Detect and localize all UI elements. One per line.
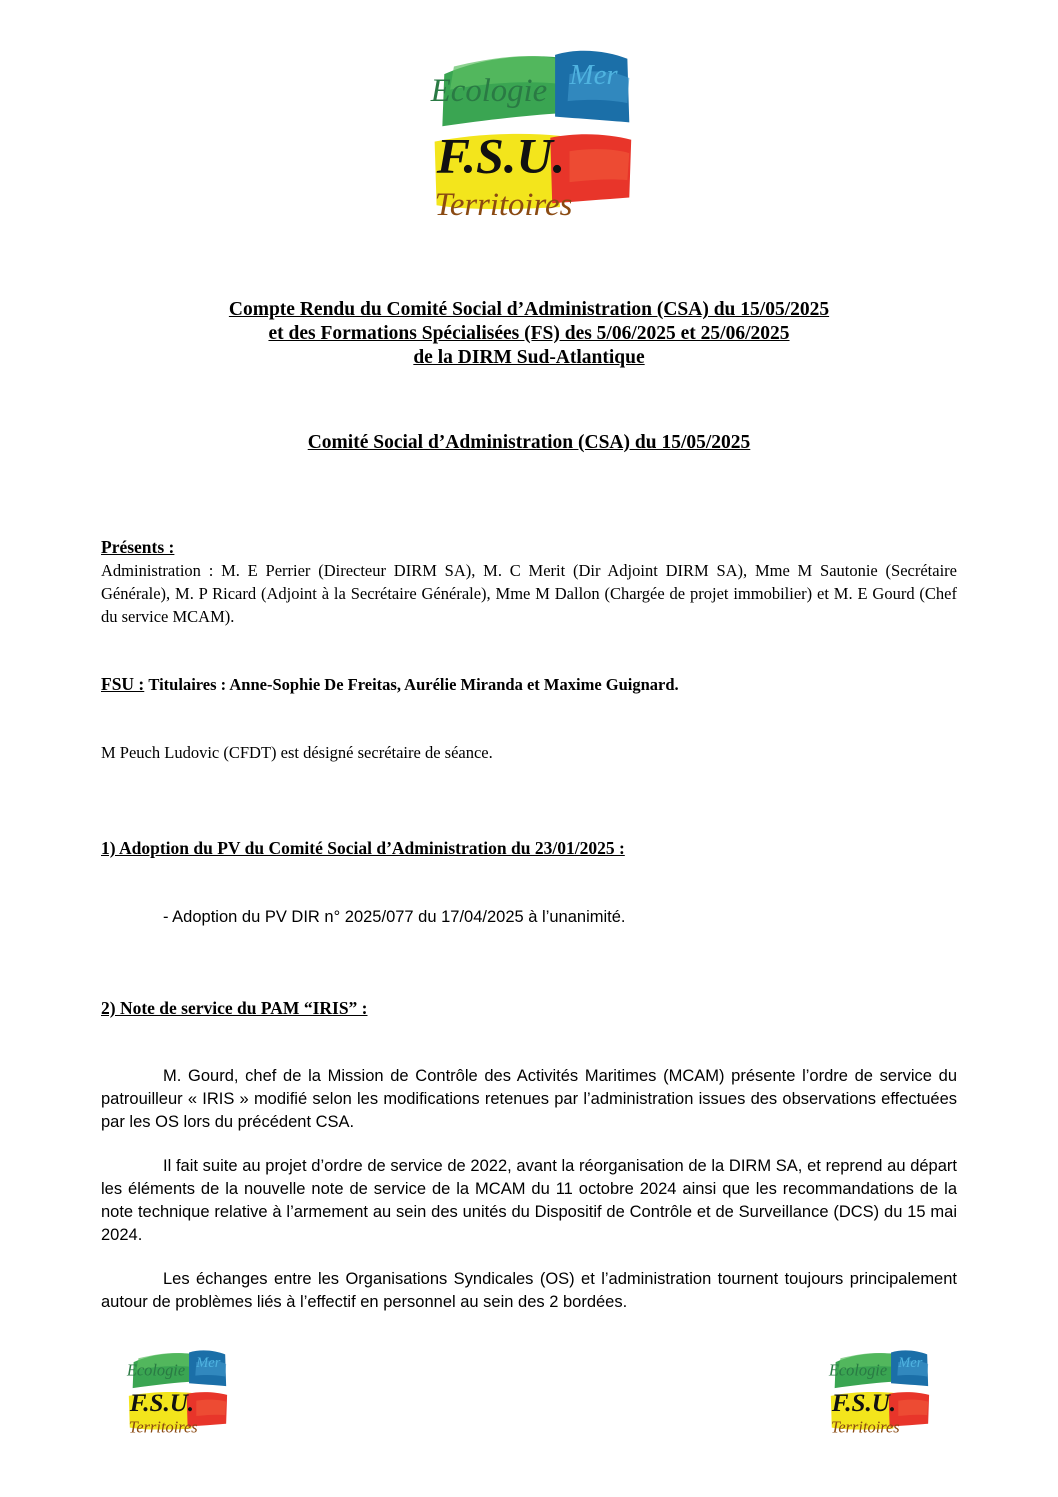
fsu-logo-footer-right bbox=[826, 1346, 932, 1436]
presents-block bbox=[101, 536, 957, 628]
section-2-paragraph: Les échanges entre les Organisations Syndicales (OS) et l’administration tournent toujours principalement autour de problèmes liés à l’effectif en personnel au sein des 2 bordées. bbox=[101, 1270, 957, 1311]
section-1-heading: 1) Adoption du PV du Comité Social d’Administration du 23/01/2025 : bbox=[101, 838, 625, 858]
section-1-item: - Adoption du PV DIR n° 2025/077 du 17/04/2025 à l’unanimité. bbox=[163, 908, 626, 926]
logo-text-fsu: F.S.U. bbox=[831, 1390, 897, 1418]
fsu-logo-footer-right-graphic bbox=[826, 1346, 932, 1436]
logo-text-ecologie: Ecologie bbox=[126, 1360, 186, 1380]
title-line-2: et des Formations Spécialisées (FS) des 5/06/2025 et 25/06/2025 bbox=[268, 323, 790, 344]
presents-label: Présents : bbox=[101, 537, 175, 557]
logo-text-ecologie: Ecologie bbox=[430, 73, 548, 110]
title-line-1: Compte Rendu du Comité Social d’Administration (CSA) du 15/05/2025 bbox=[228, 299, 830, 320]
fsu-block bbox=[101, 673, 957, 696]
section-2-paragraph: M. Gourd, chef de la Mission de Contrôle des Activités Maritimes (MCAM) présente l’ordre de service du patrouilleur « IRIS » modifié selon les modifications retenues par l’administration issues des observations effectuées par les OS lors du précédent CSA. bbox=[101, 1067, 957, 1131]
fsu-logo-footer-left bbox=[124, 1346, 230, 1436]
logo-text-territoires: Territoires bbox=[128, 1417, 198, 1436]
fsu-logo-footer-left-graphic bbox=[124, 1346, 230, 1436]
section-2-heading: 2) Note de service du PAM “IRIS” : bbox=[101, 998, 368, 1018]
logo-text-fsu: F.S.U. bbox=[129, 1390, 195, 1418]
logo-text-territoires: Territoires bbox=[830, 1417, 900, 1436]
document-title bbox=[100, 298, 958, 370]
logo-text-ecologie: Ecologie bbox=[828, 1360, 888, 1380]
logo-text-mer: Mer bbox=[196, 1354, 221, 1371]
fsu-logo-graphic bbox=[425, 42, 637, 222]
csa-heading: Comité Social d’Administration (CSA) du 15/05/2025 bbox=[307, 432, 751, 453]
logo-text-territoires: Territoires bbox=[434, 186, 573, 222]
secretaire-line: M Peuch Ludovic (CFDT) est désigné secrétaire de séance. bbox=[101, 743, 493, 762]
fsu-logo-main bbox=[425, 42, 637, 222]
section-2-paragraph: Il fait suite au projet d’ordre de service de 2022, avant la réorganisation de la DIRM SA, et reprend au départ les éléments de la nouvelle note de service de la MCAM du 11 octobre 2024 ainsi que les recommandations de la note technique relative à l’armement au sein des unités du Dispositif de Contrôle et de Surveillance (DCS) du 15 mai 2024. bbox=[101, 1157, 957, 1244]
logo-text-mer: Mer bbox=[569, 58, 618, 91]
logo-text-fsu: F.S.U. bbox=[436, 127, 566, 184]
fsu-titulaires: Titulaires : Anne-Sophie De Freitas, Aurélie Miranda et Maxime Guignard. bbox=[148, 675, 679, 694]
fsu-label: FSU : bbox=[101, 674, 145, 694]
presents-administration: Administration : M. E Perrier (Directeur DIRM SA), M. C Merit (Dir Adjoint DIRM SA), Mme M Sautonie (Secrétaire Générale), M. P Ricard (Adjoint à la Secrétaire Générale), Mme M Dallon (Chargée de projet immobilier) et M. E Gourd (Chef du service MCAM). bbox=[101, 561, 957, 626]
logo-text-mer: Mer bbox=[898, 1354, 923, 1371]
title-line-3: de la DIRM Sud-Atlantique bbox=[413, 347, 645, 368]
